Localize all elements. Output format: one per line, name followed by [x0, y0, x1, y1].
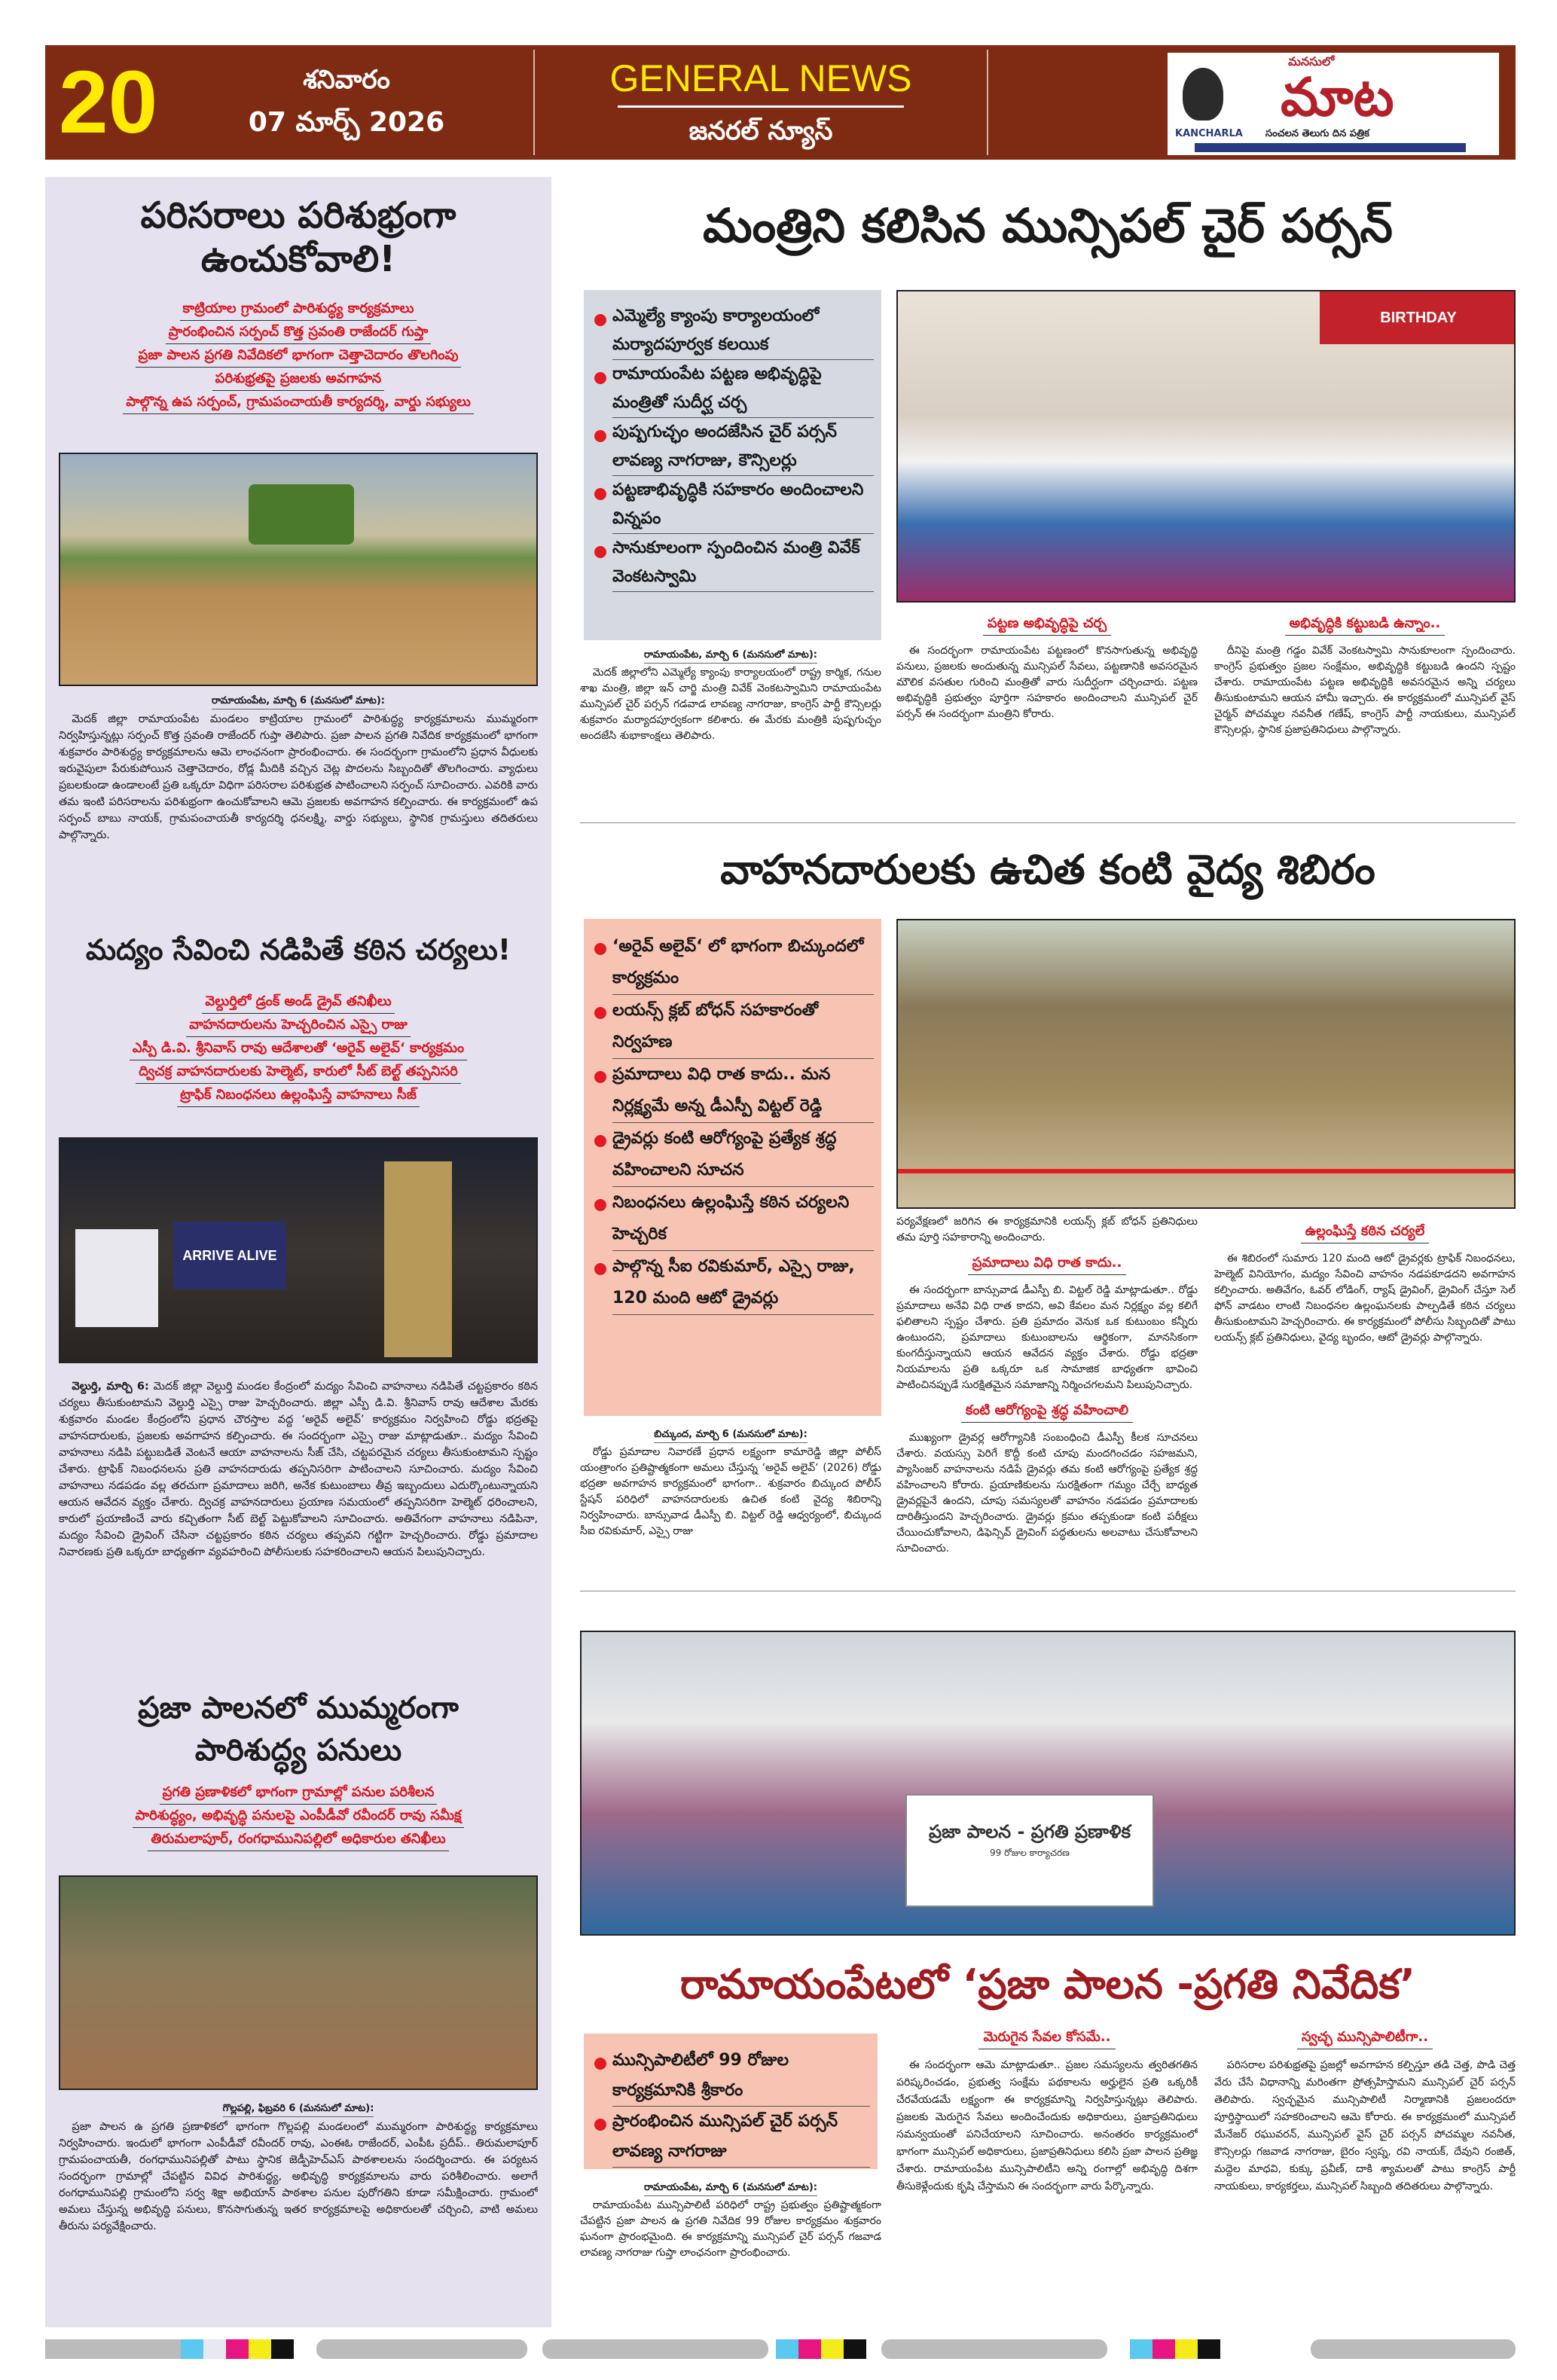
bullet-text: డ్రైవర్లు కంటి ఆరోగ్యంపై ప్రత్యేక శ్రద్ధ వహించాలని సూచన: [612, 1123, 874, 1187]
masthead: [45, 45, 1516, 160]
section-subhead: స్వచ్ఛ మున్సిపాలిటీగా..: [1297, 2026, 1433, 2049]
subhead: ద్విచక్ర వాహనదారులకు హెల్మెట్, కారులో సీట్ బెల్ట్ తప్పనిసరి: [136, 1060, 461, 1084]
highlights-box: [584, 290, 881, 640]
body-text: రామాయంపేట మున్సిపాలిటీ పరిధిలో రాష్ట్ర ప్రభుత్వం ప్రతిష్టాత్మకంగా చేపట్టిన ప్రజా పాలన ఉ ప్రగతి నివేదిక 99 రోజుల కార్యక్రమం శుక్రవారం ఘనంగా ప్రారంభమైంది. ఈ కార్యక్రమాన్ని మున్సిపల్ చైర్ పర్సన్ గజవాడ లావణ్య నాగరాజు గుప్తా లాంఛనంగా ప్రారంభించారు.: [580, 2199, 881, 2259]
bullet: [594, 2107, 870, 2168]
subhead: ప్రారంభించిన సర్పంచ్ కొత్త స్రవంతి రాజేందర్ గుప్తా: [166, 321, 432, 344]
bullet-dot-icon: [594, 314, 606, 326]
section-title-en: GENERAL NEWS: [609, 57, 912, 99]
photo-eye-camp-inauguration: [896, 919, 1516, 1209]
article-body: [59, 1378, 538, 1669]
article-section: [1214, 2026, 1516, 2312]
bullet: [594, 1059, 874, 1123]
subhead: వెల్దుర్తిలో డ్రంక్ అండ్ డ్రైవ్ తనిఖీలు: [202, 990, 394, 1014]
bullet-dot-icon: [594, 1071, 606, 1083]
photo-minister-meeting: [896, 290, 1516, 603]
section-subhead: అభివృద్ధికి కట్టుబడి ఉన్నాం..: [1285, 612, 1446, 636]
black-swatch: [1198, 2339, 1220, 2359]
page-number: 20: [59, 53, 158, 152]
bullet-dot-icon: [594, 430, 606, 442]
date: 07 మార్చ్ 2026: [248, 107, 445, 138]
bullet: [594, 476, 874, 534]
headline-main: రామాయంపేటలో ‘ప్రజా పాలన -ప్రగతి నివేదిక’: [680, 1960, 1415, 2008]
section-subhead: కంటి ఆరోగ్యంపై శ్రద్ధ వహించాలి: [961, 1399, 1133, 1423]
portrait-icon: [1183, 68, 1223, 121]
article-body: [580, 648, 881, 806]
article-section: [896, 606, 1198, 810]
yellow-swatch: [1175, 2339, 1198, 2359]
headline-line: పరిసరాలు పరిశుభ్రంగా: [140, 194, 456, 236]
birthday-banner: BIRTHDAY: [1320, 291, 1516, 344]
logo-prefix: మనసులో: [1288, 54, 1335, 69]
subhead: ట్రాఫిక్ నిబంధనలు ఉల్లంఘిస్తే వాహనాలు సీజ్: [177, 1084, 420, 1107]
black-swatch: [844, 2339, 866, 2359]
logo-name: KANCHARLA: [1175, 128, 1243, 139]
article-body: [59, 2101, 538, 2297]
gray-swatch: [45, 2339, 181, 2359]
subhead: పాల్గొన్న ఉప సర్పంచ్, గ్రామపంచాయతీ కార్యదర్శి, వార్డు సభ్యులు: [123, 391, 474, 414]
highlights-box: [584, 919, 881, 1416]
bullet-dot-icon: [594, 546, 606, 558]
body-text: రోడ్డు ప్రమాదాల నివారణే ప్రధాన లక్ష్యంగా కామారెడ్డి జిల్లా పోలీస్ యంత్రాంగం ప్రతిష్టాత్మకంగా అమలు చేస్తున్న ‘అరైవ్ అలైవ్‘ (2026) రోడ్డు భద్రతా అవగాహన కార్యక్రమంలో భాగంగా.. శుక్రవారం బిచ్కుంద పోలీస్ స్టేషన్ పరిధిలో వాహనదారులకు ఉచిత కంటి వైద్య శిబిరాన్ని నిర్వహించారు. బాన్సువాడ డీఎస్పీ బి. విట్టల్ రెడ్డి ఆధ్వర్యంలో, బిచ్కుంద సీఐ రవికుమార్, ఎస్సై రాజు: [580, 1446, 881, 1537]
gray-swatch: [881, 2339, 1107, 2359]
gray-swatch: [316, 2339, 527, 2359]
highlights-box: [584, 2034, 878, 2169]
subhead: ఎస్పీ డి.వి. శ్రీనివాస్ రావు ఆదేశాలతో ‘అరైవ్ అలైవ్‘ కార్యక్రమం: [130, 1037, 467, 1060]
subhead: ప్రగతి ప్రణాళికలో భాగంగా గ్రామాల్లో పనుల పరిశీలన: [160, 1781, 438, 1805]
dateline: రామాయంపేట, మార్చి 6 (మనసులో మాట):: [212, 694, 385, 709]
bullet: [594, 418, 874, 476]
article-section: [896, 2026, 1198, 2312]
bullet: [594, 1251, 874, 1315]
cyan-swatch: [776, 2339, 798, 2359]
police-officer: [384, 1161, 452, 1357]
logo-tagline: సంచలన తెలుగు దిన పత్రిక: [1265, 128, 1369, 139]
subhead: తిరుమలాపూర్, రంగధామునిపల్లిలో అధికారుల తనిఖీలు: [148, 1828, 448, 1851]
bullet-text: ప్రారంభించిన మున్సిపల్ చైర్ పర్సన్ లావణ్య నాగరాజు: [612, 2107, 870, 2168]
dateline: బిచ్కుంద, మార్చి 6 (మనసులో మాట):: [654, 1427, 808, 1443]
bullet-dot-icon: [594, 943, 606, 955]
headline: [45, 1687, 551, 1771]
section-subhead: మెరుగైన సేవల కోసమే..: [978, 2026, 1115, 2049]
headline-main: మంత్రిని కలిసిన మున్సిపల్ చైర్ పర్సన్: [703, 198, 1393, 253]
body-text: ఈ సందర్భంగా ఆమె మాట్లాడుతూ.. ప్రజల సమస్యలను త్వరితగతిన పరిష్కరించడం, ప్రభుత్వ సంక్షేమ పథకాలను అర్హులైన ప్రతి ఒక్కరికీ చేరవేయడమే లక్ష్యంగా ఈ కార్యక్రమాన్ని నిర్వహిస్తున్నట్లు తెలిపారు. ప్రజలకు మెరుగైన సేవలు అందించేందుకు అధికారులు, ప్రజాప్రతినిధులు సమన్వయంతో పనిచేయాలని సూచించారు. అనంతరం కార్యక్రమంలో భాగంగా మున్సిపల్ అధికారులు, ప్రజాప్రతినిధులు కలిసి ప్రజా పాలన ప్రతిజ్ఞ చేశారు. రామాయంపేట మున్సిపాలిటీని అన్ని రంగాల్లో అభివృద్ధి దిశగా తీసుకెళ్లేందుకు కృషి చేస్తామని ఈ సందర్భంగా వారు పేర్కొన్నారు.: [896, 2059, 1198, 2192]
body-text: మెదక్ జిల్లా రామాయంపేట మండలం కాట్రియాల గ్రామంలో పారిశుద్ధ్య కార్యక్రమాలను ముమ్మరంగా నిర్వహిస్తున్నట్లు సర్పంచ్ కొత్త స్రవంతి రాజేందర్ గుప్తా తెలిపారు. ప్రజా పాలన ప్రగతి నివేదిక కార్యక్రమంలో భాగంగా శుక్రవారం పారిశుద్ధ్య కార్యక్రమాలను ఆమె లాంఛనంగా ప్రారంభించారు. ఈ సందర్భంగా గ్రామంలోని ప్రధాన వీధులకు ఇరువైపులా పేరుకుపోయిన చెత్తాచెదారం, రోడ్ల మీదికి వచ్చిన చెట్ల పొదలను సిబ్బందితో తొలగించారు. వ్యాధులు ప్రబలకుండా ఉండాలంటే ప్రతి ఒక్కరూ విధిగా పరిసరాల పరిశుభ్రత పాటించాలని సర్పంచ్ సూచించారు. ఎవరికి వారు తమ ఇంటి పరిసరాలను పరిశుభ్రంగా ఉంచుకోవాలని ఆమె ప్రజలకు అవగాహన కల్పించారు. ఈ కార్యక్రమంలో ఉప సర్పంచ్ బాబు నాయక్, గ్రామపంచాయతీ కార్యదర్శి ధనలక్ష్మి, వార్డు సభ్యులు, స్థానిక గ్రామస్తులు తదితరులు పాల్గొన్నారు.: [59, 713, 538, 841]
banner: ARRIVE ALIVE: [173, 1222, 286, 1289]
divider: [987, 50, 988, 155]
body-text: ప్రజా పాలన ఉ ప్రగతి ప్రణాళికలో భాగంగా గొల్లపల్లి మండలంలో ముమ్మరంగా పారిశుద్ధ్య కార్యక్రమాలు నిర్వహించారు. ఇందులో భాగంగా ఎంపీడీవో రవీందర్ రావు, ఎంఈఓ రాజేందర్, ఎంపీఓ ప్రదీప్.. తిరుమలాపూర్ గ్రామపంచాయతీ, రంగధామునిపల్లితో పాటు స్థానిక జెడ్పీహెచ్ఎస్ పాఠశాలలను సందర్శించారు. ఈ పర్యటన సందర్భంగా గ్రామాల్లో చేపట్టిన వివిధ పారిశుద్ధ్య, అభివృద్ధి కార్యక్రమాలను వారు పరిశీలించారు. అలాగే రంగధామునిపల్లి గ్రామంలోని సర్వ శిక్షా అభియాన్ పాఠశాల పనుల పురోగతిని కూడా సమీక్షించారు. గ్రామంలో అమలు చేస్తున్న అభివృద్ధి పనులు, కొనసాగుతున్న ఇతర కార్యక్రమాలపై అధికారులతో చర్చించి, వాటి అమలు తీరును పర్యవేక్షించారు.: [59, 2121, 538, 2232]
article-section: [1214, 1214, 1516, 1583]
body-text: ఈ సందర్భంగా రామాయంపేట పట్టణంలో కొనసాగుతున్న అభివృద్ధి పనులు, ప్రజలకు అందుతున్న మున్సిపల్ సేవలు, పట్టణానికి అవసరమైన మౌలిక వసతుల గురించి మంత్రితో వారు సుదీర్ఘంగా చర్చించారు. పట్టణ అభివృద్ధికి ప్రభుత్వం పూర్తిగా సహకారం అందించాలని మున్సిపల్ చైర్ పర్సన్ ఈ సందర్భంగా మంత్రిని కోరారు.: [896, 645, 1198, 720]
bullet-text: ‘అరైవ్ అలైవ్‘ లో భాగంగా బిచ్కుందలో కార్యక్రమం: [612, 931, 874, 995]
subhead: కాట్రియాల గ్రామంలో పారిశుద్ధ్య కార్యక్రమాలు: [180, 298, 417, 321]
banner-subtitle: 99 రోజుల కార్యాచరణ: [990, 1848, 1070, 1858]
magenta-swatch: [798, 2339, 821, 2359]
subhead: పారిశుద్ధ్యం, అభివృద్ధి పనులపై ఎంపీడీవో రవీందర్ రావు సమీక్ష: [133, 1805, 465, 1828]
body-text: మెదక్ జిల్లా వెల్దుర్తి మండల కేంద్రంలో మద్యం సేవించి వాహనాలు నడిపితే చట్టప్రకారం కఠిన చర్యలు తీసుకుంటామని వెల్దుర్తి ఎస్సై రాజు హెచ్చరించారు. జిల్లా ఎస్పీ డి.వి. శ్రీనివాస్ రావు ఆదేశాల మేరకు శుక్రవారం మండల కేంద్రంలోని ప్రధాన చౌరస్తాల వద్ద ‘అరైవ్ అలైవ్’ కార్యక్రమం నిర్వహించి రోడ్డు భద్రతపై వాహనదారులకు, ప్రజలకు అవగాహన కల్పించారు. ఈ సందర్భంగా ఎస్సై రాజు మాట్లాడుతూ.. మద్యం సేవించి వాహనాలు నడిపి పట్టుబడితే వెంటనే ఆయా వాహనాలను సీజ్ చేసి, చట్టపరమైన చర్యలు తీసుకుంటామని స్పష్టం చేశారు. ట్రాఫిక్ నిబంధనలను ప్రతి వాహనదారుడు తప్పనిసరిగా పాటించాలని సూచించారు. మద్యం సేవించి వాహనాలు నడపడం వల్ల తరచుగా ప్రమాదాలు జరిగి, అనేక కుటుంబాలు తీవ్ర ఇబ్బందులు ఎదుర్కొంటున్నాయని ఆయన ఆవేదన వ్యక్తం చేశారు. ద్విచక్ర వాహనదారులు ప్రయాణ సమయంలో తప్పనిసరిగా హెల్మెట్ ధరించాలని, కారులో ప్రయాణించే వారు కచ్చితంగా సీట్ బెల్ట్ పెట్టుకోవాలని సూచించారు. అతివేగంగా వాహనాలు నడిపినా, మద్యం సేవించి డ్రైవింగ్ చేసినా చట్టప్రకారం కఠిన చర్యలు తప్పవని గట్టిగా హెచ్చరించారు. రోడ్డు ప్రమాదాల నివారణకు ప్రతి ఒక్కరూ బాధ్యతగా వ్యవహరించి పోలీసులకు సహకరించాలని ఆయన పిలుపునిచ్చారు.: [59, 1381, 538, 1558]
dateline: గొల్లపల్లి, ఫిబ్రవరి 6 (మనసులో మాట):: [223, 2101, 374, 2117]
bullet: [594, 360, 874, 418]
subhead: ప్రజా పాలన ప్రగతి నివేదికలో భాగంగా చెత్తాచెదారం తొలగింపు: [136, 344, 462, 368]
subheads: [60, 990, 536, 1107]
dateline: రామాయంపేట, మార్చి 6 (మనసులో మాట):: [644, 2180, 817, 2196]
magenta-swatch: [226, 2339, 249, 2359]
divider: [580, 822, 1516, 823]
bullet-text: పట్టణాభివృద్ధికి సహకారం అందించాలని విన్నపం: [612, 476, 874, 534]
headline-main: వాహనదారులకు ఉచిత కంటి వైద్య శిబిరం: [720, 846, 1375, 893]
magenta-swatch: [1152, 2339, 1175, 2359]
article-body: [580, 2180, 881, 2316]
cyan-swatch: [1130, 2339, 1152, 2359]
bullet: [594, 1187, 874, 1251]
article-body: [59, 694, 538, 914]
gray-swatch: [1311, 2339, 1516, 2359]
event-banner: [905, 1794, 1154, 1907]
bullet: [594, 931, 874, 995]
headline-line: ఉంచుకోవాలి!: [200, 238, 396, 280]
dateline: రామాయంపేట, మార్చి 6 (మనసులో మాట):: [644, 648, 817, 664]
bullet-text: మున్సిపాలిటీలో 99 రోజుల కార్యక్రమానికి శ్రీకారం: [612, 2046, 870, 2107]
body-text: ఈ సందర్భంగా బాన్సువాడ డీఎస్పీ బి. విట్టల్ రెడ్డి మాట్లాడుతూ.. రోడ్డు ప్రమాదాలు అనేవి విధి రాత కాదని, అవి కేవలం మన నిర్లక్ష్యం వల్ల కలిగే ఫలితాలని స్పష్టం చేశారు. ప్రతి ప్రమాదం వెనుక ఒక కుటుంబం కన్నీరు ఉంటుందని, ప్రమాదాలు కుటుంబాలను ఆర్థికంగా, మానసికంగా కుంగదీస్తున్నాయని ఆయన ఆవేదన వ్యక్తం చేశారు. రోడ్డు భద్రతా నియమాలను ప్రతి ఒక్కరూ ఒక సామాజిక బాధ్యతగా భావించి పాటించినప్పుడే సురక్షితమైన సమాజాన్ని నిర్మించగలమని పిలుపునిచ్చారు.: [896, 1284, 1198, 1391]
left-column: [45, 177, 551, 2327]
yellow-swatch: [821, 2339, 844, 2359]
bullet-dot-icon: [594, 1263, 606, 1275]
bullet-dot-icon: [594, 372, 606, 384]
black-swatch: [271, 2339, 294, 2359]
bullet: [594, 995, 874, 1059]
bullet-text: లయన్స్ క్లబ్ బోధన్ సహకారంతో నిర్వహణ: [612, 995, 874, 1059]
bullet-text: పాల్గొన్న సీఐ రవికుమార్, ఎస్సై రాజు, 120 మంది ఆటో డ్రైవర్లు: [612, 1251, 874, 1315]
photo-praja-palana-launch: [580, 1631, 1516, 1936]
banner-title: ప్రజా పాలన - ప్రగతి ప్రణాళిక: [929, 1821, 1131, 1842]
tractor-shape: [249, 484, 354, 545]
subhead: పరిశుభ్రతపై ప్రజలకు అవగాహన: [212, 368, 385, 391]
bullet-dot-icon: [594, 1135, 606, 1147]
bullet-dot-icon: [594, 1007, 606, 1019]
bullet-text: ప్రమాదాలు విధి రాత కాదు.. మన నిర్లక్ష్యమే అన్న డీఎస్పీ విట్టల్ రెడ్డి: [612, 1059, 874, 1123]
section-title-te: జనరల్ న్యూస్: [688, 116, 833, 146]
day: శనివారం: [303, 65, 390, 95]
photo-drunk-drive-check: [59, 1137, 538, 1363]
headline: [45, 194, 551, 281]
article-section: [1214, 606, 1516, 810]
white-swatch: [203, 2339, 226, 2359]
photo-officials-inspection: [59, 1875, 538, 2090]
bullet: [594, 1123, 874, 1187]
section-subhead: ఉల్లంఘిస్తే కఠిన చర్యలే: [1301, 1220, 1430, 1243]
subheads: [60, 1781, 536, 1851]
standee: [75, 1229, 158, 1327]
bullet-text: ఎమ్మెల్యే క్యాంపు కార్యాలయంలో మర్యాదపూర్వక కలయిక: [612, 302, 874, 360]
body-text: మెదక్ జిల్లాలోని ఎమ్మెల్యే క్యాంపు కార్యాలయంలో రాష్ట్ర కార్మిక, గనుల శాఖ మంత్రి, జిల్లా ఇన్ చార్జి మంత్రి వివేక్ వెంకటస్వామిని రామాయంపేట మున్సిపల్ చైర్ పర్సన్ గడవాడ లావణ్య నాగరాజు, కాంగ్రెస్ పార్టీ కౌన్సిలర్లు శుక్రవారం మర్యాదపూర్వకంగా కలిశారు. ఈ మేరకు మంత్రికి పుష్పగుచ్ఛం అందజేసి శుభాకాంక్షలు తెలిపారు.: [580, 667, 881, 742]
bullet-dot-icon: [594, 2058, 606, 2070]
photo-cleanup-drive: [59, 453, 538, 686]
cyan-swatch: [181, 2339, 203, 2359]
bullet-text: రామాయంపేట పట్టణ అభివృద్ధిపై మంత్రితో సుదీర్ఘ చర్చ: [612, 360, 874, 418]
section-subhead: ప్రమాదాలు విధి రాత కాదు..: [968, 1252, 1127, 1275]
bullet: [594, 302, 874, 360]
bullet-dot-icon: [594, 2119, 606, 2131]
logo-brand: మాట: [1281, 66, 1394, 128]
gray-swatch: [542, 2339, 768, 2359]
subhead: వాహనదారులను హెచ్చరించిన ఎస్సై రాజు: [186, 1014, 411, 1037]
bullet-text: పుష్పగుచ్ఛం అందజేసిన చైర్ పర్సన్ లావణ్య నాగరాజు, కౌన్సిలర్లు: [612, 418, 874, 476]
headline-line: పారిశుద్ధ్య పనులు: [194, 1733, 402, 1768]
ribbon: [898, 1169, 1516, 1173]
dateline: వెల్దుర్తి, మార్చి 6:: [72, 1381, 149, 1393]
newspaper-logo: [1168, 53, 1499, 155]
bullet-text: సానుకూలంగా స్పందించిన మంత్రి వివేక్ వెంకటస్వామి: [612, 534, 874, 592]
logo-strip: [1195, 143, 1466, 152]
body-text: ఈ శిబిరంలో సుమారు 120 మంది ఆటో డ్రైవర్లకు ట్రాఫిక్ నిబంధనలు, హెల్మెట్ వినియోగం, మద్యం సేవించి వాహనం నడపకూడదని అవగాహన కల్పించారు. అతివేగం, ఓవర్ లోడింగ్, ర్యాష్ డ్రైవింగ్, డ్రైవింగ్ చేస్తూ సెల్ ఫోన్ వాడటం లాంటి నిబంధనల ఉల్లంఘనలకు పాల్పడితే కఠిన చర్యలు తీసుకుంటామని హెచ్చరించారు. ఈ కార్యక్రమంలో పోలీసు సిబ్బందితో పాటు లయన్స్ క్లబ్ ప్రతినిధులు, వైద్య బృందం, ఆటో డ్రైవర్లు పాల్గొన్నారు.: [1214, 1253, 1516, 1344]
body-text: ముఖ్యంగా డ్రైవర్ల ఆరోగ్యానికి సంబంధించి డీఎస్పీ కీలక సూచనలు చేశారు. వయస్సు పెరిగే కొద్దీ కంటి చూపు మందగించడం సహజమని, ప్యాసింజర్ వాహనాలను నడిపే డ్రైవర్లు తమ కంటి ఆరోగ్యంపై ప్రత్యేక శ్రద్ధ వహించాలని కోరారు. ప్రయాణికులను సురక్షితంగా గమ్యం చేర్చే బాధ్యత డ్రైవర్లపైనే ఉందని, చూపు సమస్యలతో వాహనం నడపడం ప్రమాదాలకు దారితీస్తుందని హెచ్చరించారు. డ్రైవర్లు క్రమం తప్పకుండా కంటి పరీక్షలు చేయించుకోవాలని, డిఫెన్సివ్ డ్రైవింగ్ పద్ధతులను అలవాటు చేసుకోవాలని సూచించారు.: [896, 1432, 1198, 1555]
section-subhead: పట్టణ అభివృద్ధిపై చర్చ: [983, 612, 1111, 636]
article-body: [580, 1427, 881, 1582]
body-text: పర్యవేక్షణలో జరిగిన ఈ కార్యక్రమానికి లయన్స్ క్లబ్ బోధన్ ప్రతినిధులు తమ పూర్తి సహకారాన్ని అందించారు.: [896, 1216, 1198, 1243]
bullet-dot-icon: [594, 1199, 606, 1211]
bullet: [594, 534, 874, 592]
headline-line: ప్రజా పాలనలో ముమ్మరంగా: [138, 1691, 459, 1726]
body-text: దీనిపై మంత్రి గడ్డం వివేక్ వెంకటస్వామి సానుకూలంగా స్పందించారు. కాంగ్రెస్ ప్రభుత్వం ప్రజల సంక్షేమం, అభివృద్ధికి కట్టుబడి ఉందని స్పష్టం చేశారు. రామాయంపేట పట్టణ అభివృద్ధికి అవసరమైన అన్ని చర్యలు తీసుకుంటామని ఆయన హామీ ఇచ్చారు. ఈ కార్యక్రమంలో మున్సిపల్ వైస్ చైర్మన్ పోచమ్మల నవనీత గణేష్, కాంగ్రెస్ పార్టీ నాయకులు, మున్సిపల్ కౌన్సిలర్లు, స్థానిక ప్రజాప్రతినిధులు పాల్గొన్నారు.: [1214, 645, 1516, 736]
divider: [618, 105, 904, 108]
bullet-dot-icon: [594, 488, 606, 500]
subheads: [60, 298, 536, 414]
headline: మద్యం సేవించి నడిపితే కఠిన చర్యలు!: [85, 933, 511, 966]
bullet-text: నిబంధనలు ఉల్లంఘిస్తే కఠిన చర్యలని హెచ్చరిక: [612, 1187, 874, 1251]
yellow-swatch: [249, 2339, 271, 2359]
article-section: [896, 1214, 1198, 1583]
bullet: [594, 2046, 870, 2107]
body-text: పరిసరాల పరిశుభ్రతపై ప్రజల్లో అవగాహన కల్పిస్తూ తడి చెత్త, పొడి చెత్త వేరు చేసే విధానాన్ని మరింతగా ప్రోత్సహిస్తామని మున్సిపల్ చైర్ పర్సన్ తెలిపారు. స్వచ్ఛమైన మున్సిపాలిటీ నిర్మాణానికి ప్రజలందరూ పూర్తిస్థాయిలో సహకరించాలని ఆమె కోరారు. ఈ కార్యక్రమంలో మున్సిపల్ మేనేజర్ రఘువరన్, మున్సిపల్ వైస్ చైర్ పర్సన్ పోచమ్మల నవనీత, కౌన్సిలర్లు గజవాడ నాగరాజు, బైరం స్వప్న, రవి నాయక్, దేవుని రంజిత్, మద్దెల మాధవి, కుక్కు ప్రవీణ్, దాకి శ్యామలతో పాటు కాంగ్రెస్ పార్టీ నాయకులు, కార్యకర్తలు, మున్సిపల్ సిబ్బంది తదితరులు పాల్గొన్నారు.: [1214, 2059, 1516, 2192]
divider: [533, 50, 535, 155]
